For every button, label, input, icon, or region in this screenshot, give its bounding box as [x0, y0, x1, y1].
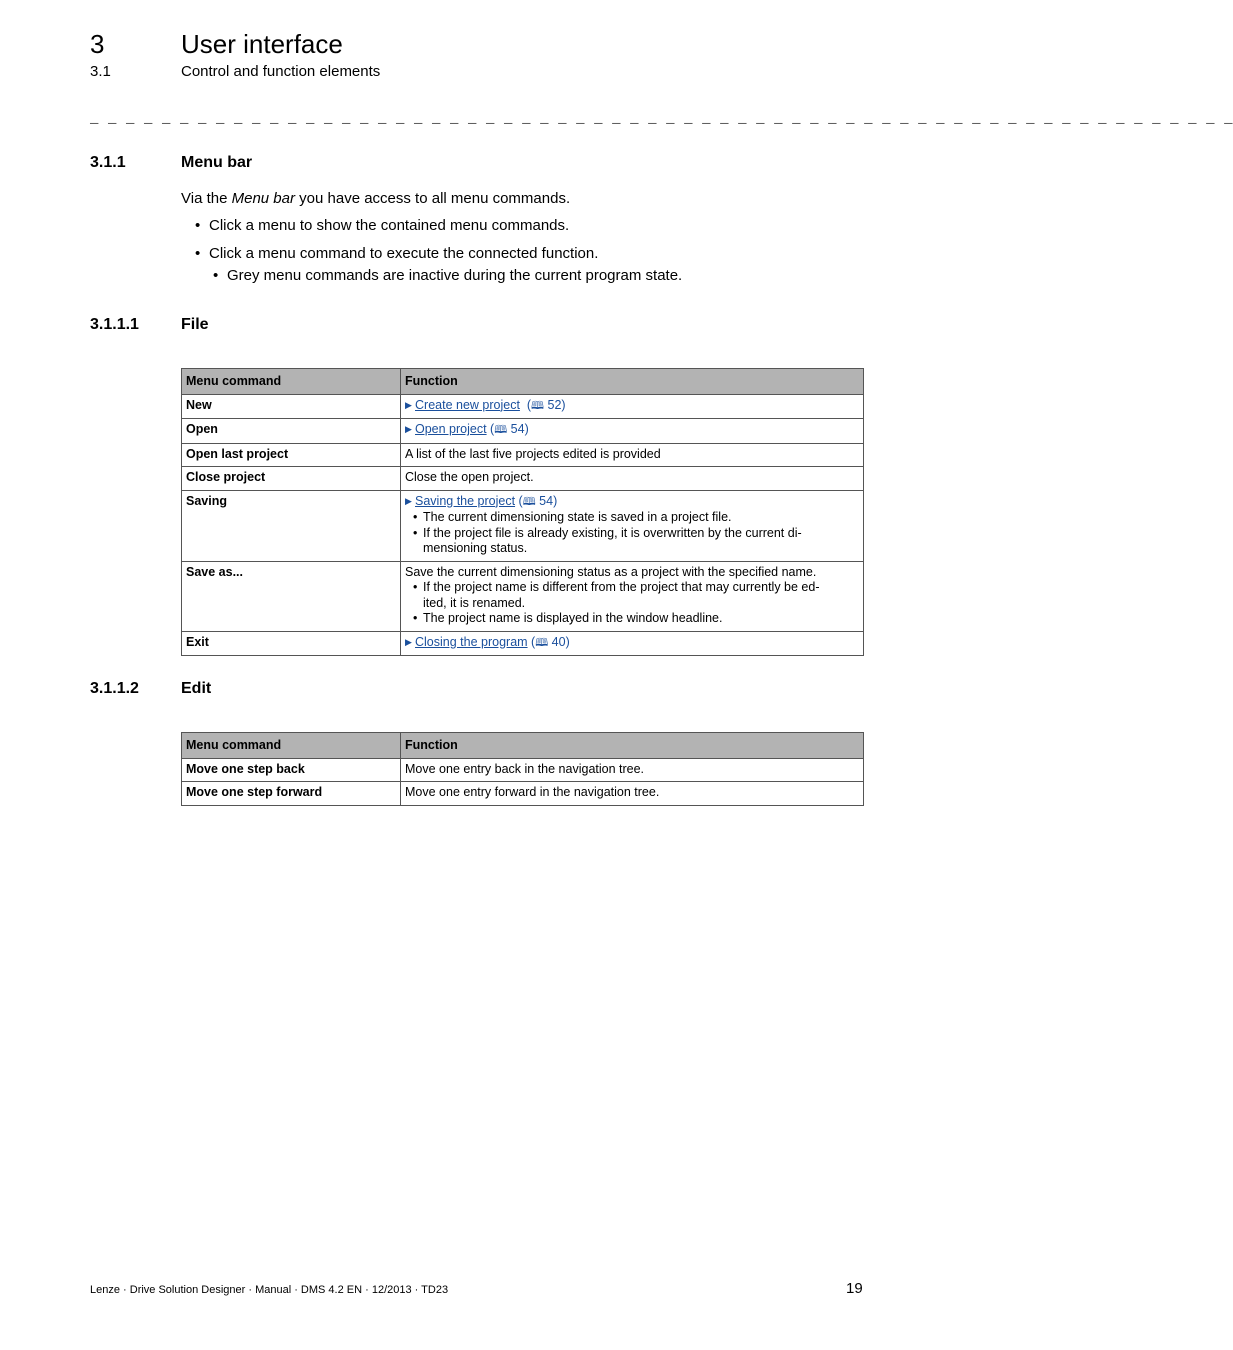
link-open-project[interactable]: Open project	[415, 422, 487, 436]
header-separator: _ _ _ _ _ _ _ _ _ _ _ _ _ _ _ _ _ _ _ _ _ _ _ _ _ _ _ _ _ _ _ _ _ _ _ _ _ _ _ _ _ _ _ _ _ _ _ _ _ _ _ _ _ _ _ _ _ _ _ _ _ _ _ _	[90, 111, 1233, 127]
heading-number-edit: 3.1.1.2	[90, 680, 139, 697]
sub-bullet-text-cont: ited, it is renamed.	[423, 595, 526, 610]
menu-command-step-forward: Move one step forward	[182, 782, 401, 806]
chapter-title: User interface	[181, 29, 343, 59]
section-number: 3.1	[90, 63, 111, 80]
link-closing-the-program[interactable]: Closing the program	[415, 634, 528, 649]
column-header-function: Function	[401, 733, 864, 759]
book-icon: 🕮	[494, 424, 508, 436]
book-icon: 🕮	[522, 495, 536, 508]
table-header-row	[182, 369, 864, 395]
function-cell	[401, 490, 864, 561]
heading-title-edit: Edit	[181, 680, 212, 697]
file-menu-table	[181, 368, 864, 656]
table-row	[182, 419, 864, 444]
function-cell	[401, 419, 864, 444]
function-text: Close the open project.	[401, 467, 864, 491]
sub-bullet-text: If the project name is different from the project that may currently be ed-	[423, 580, 820, 594]
book-icon: 🕮	[535, 636, 549, 649]
table-header-row	[182, 733, 864, 759]
bullet-dot: •	[195, 217, 201, 234]
bullet-dot: •	[213, 267, 219, 284]
heading-number-file: 3.1.1.1	[90, 316, 139, 333]
triangle-right-icon: ▶	[405, 636, 412, 647]
page-ref-open: (	[486, 422, 495, 436]
intro-suffix: you have access to all menu commands.	[294, 190, 571, 207]
sub-bullet	[405, 611, 859, 627]
table-row	[182, 631, 864, 656]
bullet-dot: •	[413, 580, 418, 594]
sub-bullet	[405, 580, 859, 611]
chapter-number: 3	[90, 29, 105, 59]
menu-command-saving: Saving	[182, 490, 401, 561]
bullet-dot: •	[413, 611, 418, 625]
bullet-text: Grey menu commands are inactive during the current program state.	[227, 267, 683, 284]
bullet-item	[195, 216, 569, 236]
table-row	[182, 394, 864, 419]
menu-command-exit: Exit	[182, 631, 401, 656]
page-ref-number[interactable]: 52)	[544, 397, 566, 412]
menu-command-new: New	[182, 394, 401, 419]
function-cell	[401, 561, 864, 631]
table-row	[182, 782, 864, 806]
table-row	[182, 490, 864, 561]
menu-command-close: Close project	[182, 467, 401, 491]
book-icon: 🕮	[531, 399, 545, 412]
bullet-dot: •	[195, 245, 201, 262]
bullet-dot: •	[413, 525, 418, 540]
table-row	[182, 467, 864, 491]
sub-bullet	[405, 510, 859, 526]
function-cell	[401, 394, 864, 419]
table-row	[182, 443, 864, 467]
intro-emphasis: Menu bar	[231, 190, 295, 207]
bullet-item	[195, 244, 598, 264]
menubar-intro	[181, 189, 570, 209]
page-ref-open: (	[519, 397, 532, 412]
table-row	[182, 561, 864, 631]
bullet-text: Click a menu command to execute the connected function.	[209, 245, 599, 262]
page-ref-number[interactable]: 54)	[535, 493, 558, 508]
edit-menu-table	[181, 732, 864, 806]
function-text: Save the current dimensioning status as a project with the specified name.	[405, 564, 817, 579]
heading-title-file: File	[181, 316, 209, 333]
triangle-right-icon: ▶	[405, 424, 412, 434]
page-ref-number[interactable]: 40)	[548, 634, 570, 649]
triangle-right-icon: ▶	[405, 495, 412, 506]
column-header-command: Menu command	[182, 369, 401, 395]
function-link-line	[405, 494, 859, 511]
page-number: 19	[846, 1280, 863, 1297]
link-saving-the-project[interactable]: Saving the project	[415, 493, 516, 508]
page-ref-open: (	[515, 493, 523, 508]
sub-bullet-text-cont: mensioning status.	[423, 541, 528, 555]
triangle-right-icon: ▶	[405, 399, 412, 410]
sub-bullet-text: If the project file is already existing, it is overwritten by the current di-	[423, 525, 802, 540]
function-text: A list of the last five projects edited is provided	[401, 443, 864, 467]
function-text: Move one entry back in the navigation tree.	[401, 758, 864, 782]
page-ref-number[interactable]: 54)	[507, 422, 529, 436]
sub-bullet-text: The project name is displayed in the window headline.	[423, 611, 723, 625]
footer-text: Lenze · Drive Solution Designer · Manual · DMS 4.2 EN · 12/2013 · TD23	[90, 1284, 449, 1296]
menu-command-open-last: Open last project	[182, 443, 401, 467]
heading-number-menubar: 3.1.1	[90, 154, 126, 171]
bullet-text: Click a menu to show the contained menu commands.	[209, 217, 570, 234]
bullet-dot: •	[413, 510, 418, 524]
function-cell	[401, 631, 864, 656]
menu-command-save-as: Save as...	[182, 561, 401, 631]
menu-command-open: Open	[182, 419, 401, 444]
column-header-function: Function	[401, 369, 864, 395]
sub-bullet-item	[213, 266, 682, 286]
sub-bullet	[405, 526, 859, 557]
heading-title-menubar: Menu bar	[181, 154, 253, 171]
link-create-new-project[interactable]: Create new project	[415, 397, 520, 412]
table-row	[182, 758, 864, 782]
page-ref-open: (	[527, 634, 536, 649]
function-text: Move one entry forward in the navigation tree.	[401, 782, 864, 806]
sub-bullet-text: The current dimensioning state is saved in a project file.	[423, 510, 732, 524]
intro-prefix: Via the	[181, 190, 232, 207]
column-header-command: Menu command	[182, 733, 401, 759]
section-title: Control and function elements	[181, 63, 381, 80]
menu-command-step-back: Move one step back	[182, 758, 401, 782]
